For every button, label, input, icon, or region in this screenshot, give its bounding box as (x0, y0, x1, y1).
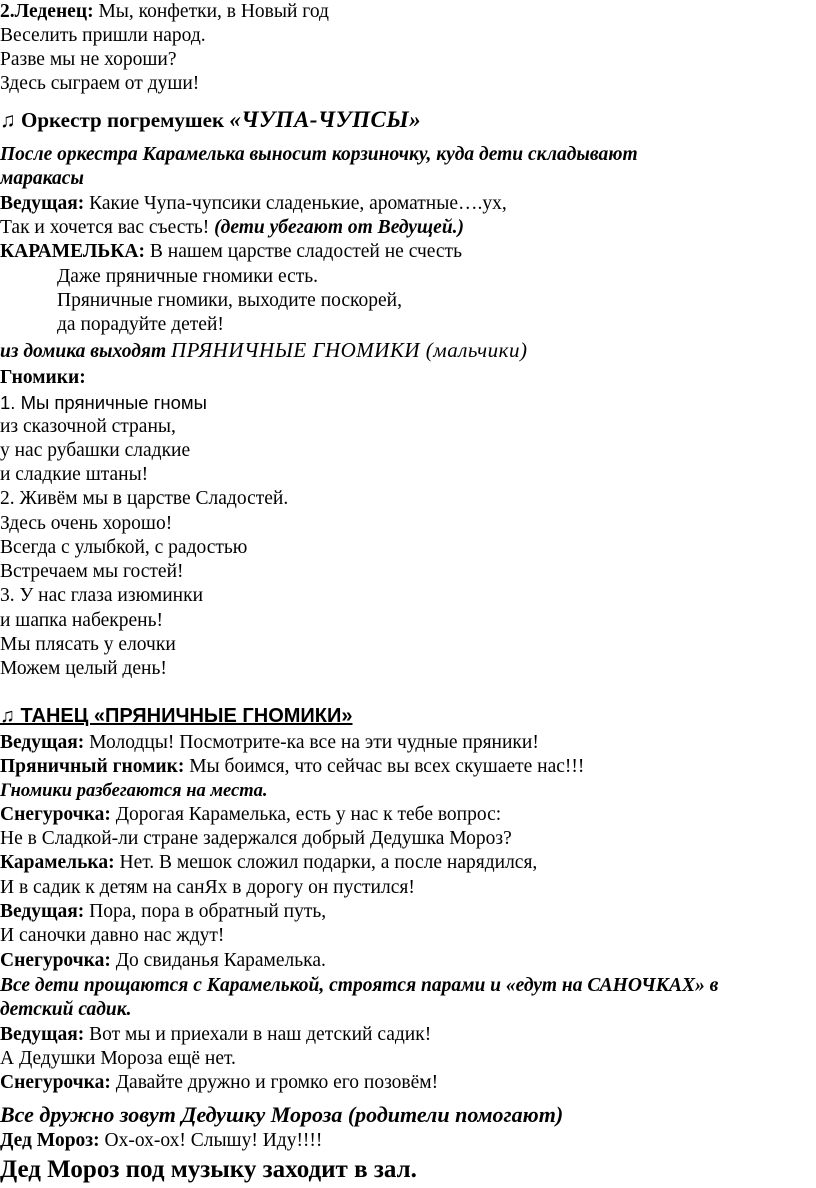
poem-line: Можем целый день! (0, 658, 167, 679)
line-ledenets-1 (0, 0, 329, 24)
line-ledenets-2: Веселить пришли народ. (0, 25, 206, 46)
poem-line: Мы плясать у елочки (0, 634, 176, 655)
speaker: Ведущая: (0, 901, 85, 922)
speaker: Ведущая: (0, 732, 85, 753)
remark-gnomes-run: Гномики разбегаются на места. (0, 781, 268, 801)
poem-line: у нас рубашки сладкие (0, 440, 191, 461)
line-ledenets-3: Разве мы не хороши? (0, 49, 177, 70)
poem-line: Всегда с улыбкой, с радостью (0, 537, 248, 558)
speaker-ledenets: 2.Леденец: (0, 1, 94, 22)
remark-orchestra-2: маракасы (0, 168, 84, 189)
remark-orchestra-1: После оркестра Карамелька выносит корзиночку, куда дети складывают (0, 144, 638, 165)
line-text: Давайте дружно и громко его позовём! (110, 1072, 439, 1093)
dialogue-line: Не в Сладкой-ли стране задержался добрый Дедушка Мороз? (0, 828, 512, 849)
line-vedushchaya-2 (0, 216, 464, 240)
line-text: До свиданья Карамелька. (110, 950, 326, 971)
dialogue-line (0, 755, 584, 779)
poem-line: из сказочной страны, (0, 416, 176, 437)
speaker: Ведущая: (0, 1024, 85, 1045)
line-text: Мы боимся, что сейчас вы всех скушаете нас!!! (184, 756, 585, 777)
line-text: Мы, конфетки, в Новый год (93, 1, 329, 22)
speaker: Снегурочка: (0, 1072, 111, 1093)
speaker-vedushchaya: Ведущая: (0, 193, 85, 214)
poem-line: 2. Живём мы в царстве Сладостей. (0, 488, 289, 509)
line-karamelka-4: да порадуйте детей! (57, 314, 224, 335)
line-text: В нашем царстве сладостей не счесть (145, 241, 462, 262)
poem-line: и сладкие штаны! (0, 464, 149, 485)
speaker-gnomes: Гномики: (0, 367, 86, 388)
speaker: Снегурочка: (0, 950, 111, 971)
dialogue-line: И в садик к детям на санЯх в дорогу он пустился! (0, 877, 415, 898)
poem-line: 1. Мы пряничные гномы (0, 392, 207, 413)
music-note-icon: ♫ (0, 705, 15, 727)
dialogue-line (0, 900, 326, 924)
line-text: Ох-ох-ох! Слышу! Иду!!!! (99, 1130, 323, 1151)
poem-line: Здесь очень хорошо! (0, 513, 173, 534)
line-vedushchaya-1 (0, 192, 507, 216)
remark-sleds-2: детский садик. (0, 999, 132, 1020)
dance-title: ТАНЕЦ «ПРЯНИЧНЫЕ ГНОМИКИ» (15, 705, 353, 727)
line-text: Какие Чупа-чупсики сладенькие, ароматные….ух, (84, 193, 507, 214)
music-note-icon: ♫ (0, 108, 16, 132)
dialogue-line (0, 1129, 322, 1153)
remark-gnomes-enter (0, 338, 527, 364)
dialogue-line: А Дедушки Мороза ещё нет. (0, 1048, 236, 1069)
dialogue-line (0, 851, 537, 875)
line-ledenets-4: Здесь сыграем от души! (0, 73, 200, 94)
line-text: Так и хочется вас съесть! (0, 217, 215, 238)
line-text: Дорогая Карамелька, есть у нас к тебе вопрос: (110, 804, 502, 825)
poem-line: 3. У нас глаза изюминки (0, 585, 203, 606)
dialogue-line (0, 731, 539, 755)
remark-gnomes-name: ПРЯНИЧНЫЕ ГНОМИКИ (мальчики) (171, 338, 528, 362)
dialogue-line (0, 949, 326, 973)
remark-lead: из домика выходят (0, 341, 171, 362)
remark-sleds-1: Все дети прощаются с Карамелькой, строятся парами и «едут на САНОЧКАХ» в (0, 975, 719, 996)
line-text: Вот мы и приехали в наш детский садик! (84, 1024, 432, 1045)
dialogue-line: И саночки давно нас ждут! (0, 925, 225, 946)
line-text: Пора, пора в обратный путь, (84, 901, 327, 922)
speaker-ded-moroz: Дед Мороз: (0, 1130, 100, 1151)
dialogue-line (0, 1023, 431, 1047)
speaker: Карамелька: (0, 852, 115, 873)
final-stage-direction: Дед Мороз под музыку заходит в зал. (0, 1156, 417, 1183)
orchestra-heading (0, 106, 421, 134)
orchestra-name: «ЧУПА-ЧУПСЫ» (229, 107, 422, 132)
poem-line: Встречаем мы гостей! (0, 561, 184, 582)
dance-heading (0, 703, 353, 729)
orchestra-title: Оркестр погремушек (15, 108, 230, 132)
speaker: Пряничный гномик: (0, 756, 185, 777)
speaker-karamelka: КАРАМЕЛЬКА: (0, 241, 146, 262)
remark-call-santa: Все дружно зовут Дедушку Мороза (родители помогают) (0, 1102, 564, 1127)
line-text: Молодцы! Посмотрите-ка все на эти чудные пряники! (84, 732, 539, 753)
line-text: Нет. В мешок сложил подарки, а после нарядился, (114, 852, 538, 873)
line-karamelka-1 (0, 240, 462, 264)
line-karamelka-2: Даже пряничные гномики есть. (57, 266, 319, 287)
poem-line: и шапка набекрень! (0, 610, 163, 631)
dialogue-line (0, 1071, 438, 1095)
stage-note: (дети убегают от Ведущей.) (214, 217, 465, 238)
line-karamelka-3: Пряничные гномики, выходите поскорей, (57, 290, 402, 311)
dialogue-line (0, 803, 501, 827)
speaker: Снегурочка: (0, 804, 111, 825)
